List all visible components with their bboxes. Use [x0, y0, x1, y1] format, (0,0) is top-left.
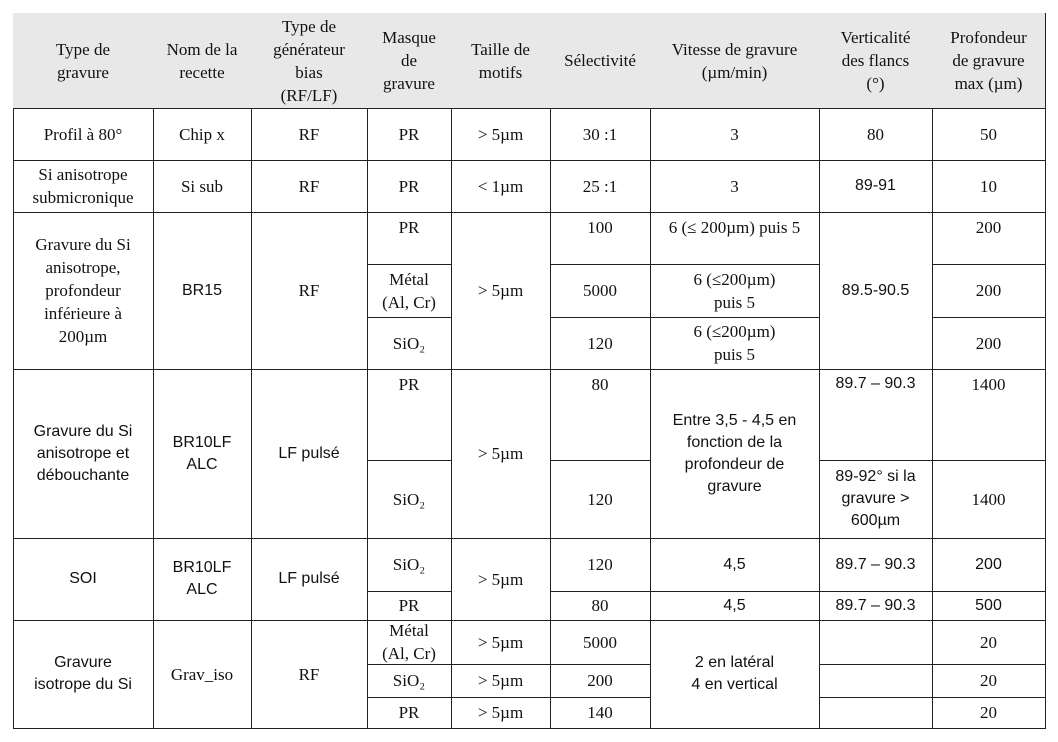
header-nom-recette [153, 13, 252, 109]
cell-text: Sélectivité [564, 51, 636, 70]
table-cell [550, 369, 651, 461]
cell-text: 120 [587, 333, 613, 353]
cell-text: 6 (≤ 200µm) puis 5 [668, 218, 801, 237]
header-vitesse [650, 13, 820, 109]
cell-text: 30 :1 [582, 124, 618, 144]
cell-text: > 5µm [477, 569, 524, 589]
cell-text: 200 [975, 281, 1002, 300]
table-cell [153, 160, 252, 213]
cell-text: PR [398, 176, 420, 196]
table-cell [550, 460, 651, 539]
cell-text: 6 (≤200µm) puis 5 [693, 322, 776, 364]
cell-text: 200 [975, 218, 1002, 237]
table-cell [550, 317, 651, 370]
table-cell [367, 212, 452, 265]
cell-text: Type de gravure [55, 39, 111, 82]
table-cell [251, 538, 368, 621]
table-cell [550, 664, 651, 698]
table-cell [367, 317, 452, 370]
table-cell [819, 369, 933, 461]
table-cell [932, 697, 1046, 729]
cell-text: Gravure du Si anisotrope et débouchante [33, 422, 133, 484]
cell-text: Métal (Al, Cr) [382, 621, 436, 663]
table-cell [650, 538, 820, 592]
table-cell [13, 620, 154, 729]
header-taille-motifs [451, 13, 551, 109]
table-cell [932, 108, 1046, 161]
cell-text: 3 [730, 124, 739, 144]
header-masque [367, 13, 452, 109]
table-cell [153, 538, 252, 621]
cell-text: 20 [980, 632, 997, 652]
table-cell [451, 664, 551, 698]
cell-text: LF pulsé [278, 444, 340, 462]
cell-text: RF [298, 176, 320, 196]
cell-text: SiO₂ [392, 333, 426, 353]
table-cell [367, 108, 452, 161]
header-type-generateur [251, 13, 368, 109]
table-cell [550, 264, 651, 318]
cell-text: 120 [587, 489, 613, 509]
table-cell [367, 538, 452, 592]
table-cell [451, 538, 551, 621]
cell-text: BR10LF ALC [172, 433, 232, 473]
cell-text: 100 [587, 218, 613, 237]
table-cell [550, 108, 651, 161]
cell-text: Nom de la recette [166, 39, 238, 82]
table-cell [13, 212, 154, 370]
table-cell [819, 460, 933, 539]
table-cell [550, 620, 651, 665]
cell-text: > 5µm [477, 124, 524, 144]
table-cell [932, 264, 1046, 318]
cell-text: > 5µm [477, 671, 524, 690]
header-verticalite [819, 13, 933, 109]
table-cell [932, 460, 1046, 539]
cell-text: 80 [591, 596, 609, 615]
table-cell [550, 212, 651, 265]
table-cell [819, 664, 933, 698]
cell-text: 89.7 – 90.3 [835, 375, 916, 392]
cell-text: Taille de motifs [471, 39, 530, 82]
table-cell [932, 591, 1046, 621]
table-cell [367, 264, 452, 318]
cell-text: 5000 [583, 281, 617, 300]
cell-text: Masque de gravure [382, 28, 436, 93]
table-cell [819, 591, 933, 621]
cell-text: PR [398, 596, 420, 615]
cell-text: Gravure du Si anisotrope, profondeur inférieure à 200µm [35, 235, 131, 346]
table-cell [153, 212, 252, 370]
table-cell [650, 317, 820, 370]
cell-text: BR15 [181, 281, 223, 299]
cell-text: 10 [980, 176, 997, 196]
table-cell [650, 369, 820, 539]
table-cell [550, 538, 651, 592]
table-cell [932, 212, 1046, 265]
table-cell [932, 160, 1046, 213]
cell-text: LF pulsé [278, 570, 340, 587]
cell-text: SiO₂ [392, 555, 426, 574]
cell-text: 2 en latéral 4 en vertical [691, 654, 778, 693]
cell-text: PR [398, 375, 420, 394]
cell-text: Gravure isotrope du Si [34, 654, 132, 693]
cell-text: SOI [69, 570, 97, 587]
cell-text: 89.7 – 90.3 [835, 596, 916, 614]
cell-text: Entre 3,5 - 4,5 en fonction de la profondeur de gravure [672, 411, 797, 495]
header-profondeur [932, 13, 1046, 109]
cell-text: 6 (≤200µm) puis 5 [693, 269, 776, 312]
cell-text: 5000 [583, 632, 617, 652]
cell-text: 25 :1 [582, 176, 618, 196]
cell-text: > 5µm [477, 632, 524, 652]
cell-text: 200 [975, 333, 1002, 353]
table-cell [451, 160, 551, 213]
cell-text: Vitesse de gravure (µm/min) [671, 39, 798, 82]
table-cell [932, 369, 1046, 461]
cell-text: > 5µm [477, 281, 524, 300]
cell-text: 20 [980, 671, 997, 690]
cell-text: 500 [975, 596, 1002, 614]
table-cell [451, 212, 551, 370]
table-cell [153, 369, 252, 539]
cell-text: SiO₂ [392, 489, 426, 509]
cell-text: PR [398, 703, 420, 722]
cell-text: 89.7 – 90.3 [835, 555, 916, 573]
table-cell [550, 591, 651, 621]
table-cell [153, 108, 252, 161]
table-cell [932, 538, 1046, 592]
table-cell [819, 697, 933, 729]
table-cell [451, 108, 551, 161]
cell-text: Type de générateur bias (RF/LF) [273, 16, 345, 105]
cell-text: 50 [980, 124, 997, 144]
cell-text: 89-91 [855, 177, 896, 194]
cell-text: RF [298, 664, 320, 684]
cell-text: Grav_iso [170, 664, 234, 684]
table-cell [650, 160, 820, 213]
cell-text: Si anisotrope submicronique [32, 165, 134, 207]
table-cell [819, 620, 933, 665]
table-cell [650, 264, 820, 318]
cell-text: Si sub [180, 176, 224, 196]
table-cell [550, 697, 651, 729]
table-cell [13, 369, 154, 539]
cell-text: Profondeur de gravure max (µm) [950, 28, 1027, 93]
cell-text: > 5µm [477, 444, 524, 463]
table-cell [819, 160, 933, 213]
cell-text: 89.5-90.5 [841, 281, 910, 299]
table-cell [650, 212, 820, 265]
table-cell [367, 369, 452, 461]
cell-text: 4,5 [723, 555, 746, 573]
table-cell [932, 317, 1046, 370]
cell-text: > 5µm [477, 703, 524, 722]
table-cell [367, 460, 452, 539]
header-selectivite [550, 13, 651, 109]
cell-text: Métal (Al, Cr) [382, 269, 436, 312]
table-cell [367, 664, 452, 698]
table-cell [650, 591, 820, 621]
table-cell [251, 212, 368, 370]
table-cell [367, 160, 452, 213]
cell-text: PR [398, 124, 420, 144]
table-cell [251, 369, 368, 539]
cell-text: 1400 [971, 375, 1006, 394]
cell-text: 20 [980, 703, 997, 722]
cell-text: 120 [587, 555, 613, 574]
cell-text: 200 [587, 671, 613, 690]
table-cell [153, 620, 252, 729]
cell-text: Chip x [179, 124, 225, 144]
cell-text: Verticalité des flancs (°) [840, 28, 911, 93]
table-cell [451, 697, 551, 729]
table-cell [13, 538, 154, 621]
header-type-gravure [13, 13, 154, 109]
cell-text: < 1µm [477, 176, 524, 196]
table-cell [932, 620, 1046, 665]
table-cell [932, 664, 1046, 698]
cell-text: 3 [730, 176, 739, 196]
cell-text: 80 [591, 375, 609, 394]
table-cell [819, 538, 933, 592]
cell-text: RF [298, 281, 320, 300]
table-cell [367, 591, 452, 621]
table-cell [550, 160, 651, 213]
table-cell [13, 160, 154, 213]
cell-text: Profil à 80° [43, 124, 123, 144]
table-cell [451, 620, 551, 665]
cell-text: 89-92° si la gravure > 600µm [835, 468, 916, 529]
table-cell [251, 160, 368, 213]
table-cell [819, 212, 933, 370]
table-cell [451, 369, 551, 539]
table-cell [251, 620, 368, 729]
cell-text: 80 [867, 124, 884, 144]
table-cell [367, 620, 452, 665]
cell-text: PR [398, 218, 420, 237]
table-cell [650, 108, 820, 161]
table-cell [819, 108, 933, 161]
table-cell [13, 108, 154, 161]
cell-text: BR10LF ALC [172, 559, 232, 598]
cell-text: 4,5 [723, 596, 746, 614]
table-cell [251, 108, 368, 161]
cell-text: RF [298, 124, 320, 144]
cell-text: 140 [587, 703, 613, 722]
table-cell [650, 620, 820, 729]
cell-text: SiO₂ [392, 671, 426, 690]
cell-text: 1400 [971, 489, 1006, 509]
table-cell [367, 697, 452, 729]
cell-text: 200 [975, 555, 1002, 573]
